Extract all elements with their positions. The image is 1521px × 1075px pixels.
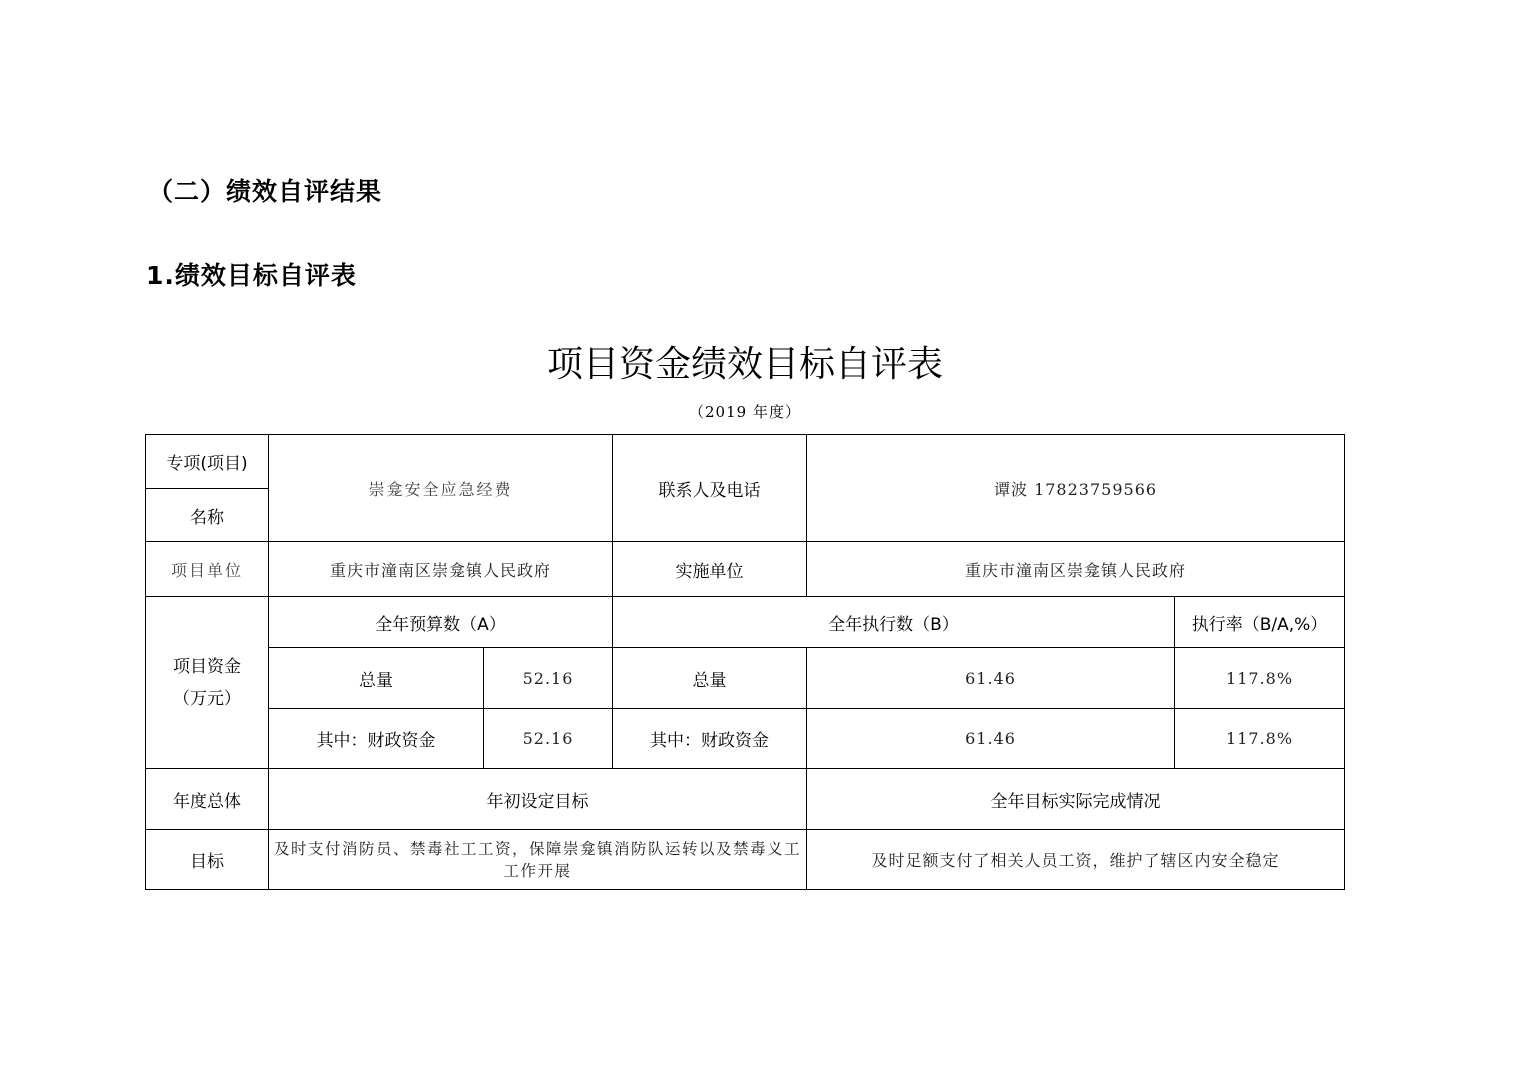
subsection-heading: 1.绩效目标自评表 <box>146 261 357 290</box>
annual-goal-label-top: 年度总体 <box>146 769 269 830</box>
project-name-label-bottom: 名称 <box>146 489 269 542</box>
initial-goal-header: 年初设定目标 <box>269 769 807 830</box>
project-unit-label: 项目单位 <box>146 542 269 597</box>
fiscal-rate-value: 117.8% <box>1175 709 1345 769</box>
actual-completion-header: 全年目标实际完成情况 <box>807 769 1345 830</box>
budget-header: 全年预算数（A） <box>269 597 613 648</box>
table-row <box>146 830 1345 890</box>
evaluation-table <box>145 434 1345 890</box>
annual-goal-label-bottom: 目标 <box>146 830 269 890</box>
implementing-unit-value: 重庆市潼南区崇龛镇人民政府 <box>807 542 1345 597</box>
project-name-value: 崇龛安全应急经费 <box>269 435 613 542</box>
total-execution-value: 61.46 <box>807 648 1175 709</box>
table-row <box>146 542 1345 597</box>
total-execution-label: 总量 <box>613 648 807 709</box>
total-budget-label: 总量 <box>269 648 484 709</box>
table-row <box>146 597 1345 648</box>
table-row <box>146 435 1345 489</box>
table-row <box>146 709 1345 769</box>
fiscal-execution-value: 61.46 <box>807 709 1175 769</box>
table-row <box>146 769 1345 830</box>
initial-goal-text: 及时支付消防员、禁毒社工工资，保障崇龛镇消防队运转以及禁毒义工工作开展 <box>269 830 807 890</box>
section-heading: （二）绩效自评结果 <box>148 177 383 206</box>
actual-completion-text: 及时足额支付了相关人员工资，维护了辖区内安全稳定 <box>807 830 1345 890</box>
execution-rate-header: 执行率（B/A,%） <box>1175 597 1345 648</box>
execution-header: 全年执行数（B） <box>613 597 1175 648</box>
fiscal-execution-label: 其中：财政资金 <box>613 709 807 769</box>
project-funds-label-line2: （万元） <box>173 688 241 709</box>
project-funds-label-line1: 项目资金 <box>173 656 241 677</box>
contact-label: 联系人及电话 <box>613 435 807 542</box>
total-budget-value: 52.16 <box>484 648 613 709</box>
fiscal-budget-label: 其中：财政资金 <box>269 709 484 769</box>
fiscal-budget-value: 52.16 <box>484 709 613 769</box>
table-row <box>146 648 1345 709</box>
implementing-unit-label: 实施单位 <box>613 542 807 597</box>
project-name-label-top: 专项(项目) <box>146 435 269 489</box>
total-rate-value: 117.8% <box>1175 648 1345 709</box>
project-funds-label <box>146 597 269 769</box>
table-subtitle: （2019 年度） <box>689 403 801 421</box>
contact-value: 谭波 17823759566 <box>807 435 1345 542</box>
project-unit-value: 重庆市潼南区崇龛镇人民政府 <box>269 542 613 597</box>
table-title: 项目资金绩效目标自评表 <box>546 344 943 385</box>
